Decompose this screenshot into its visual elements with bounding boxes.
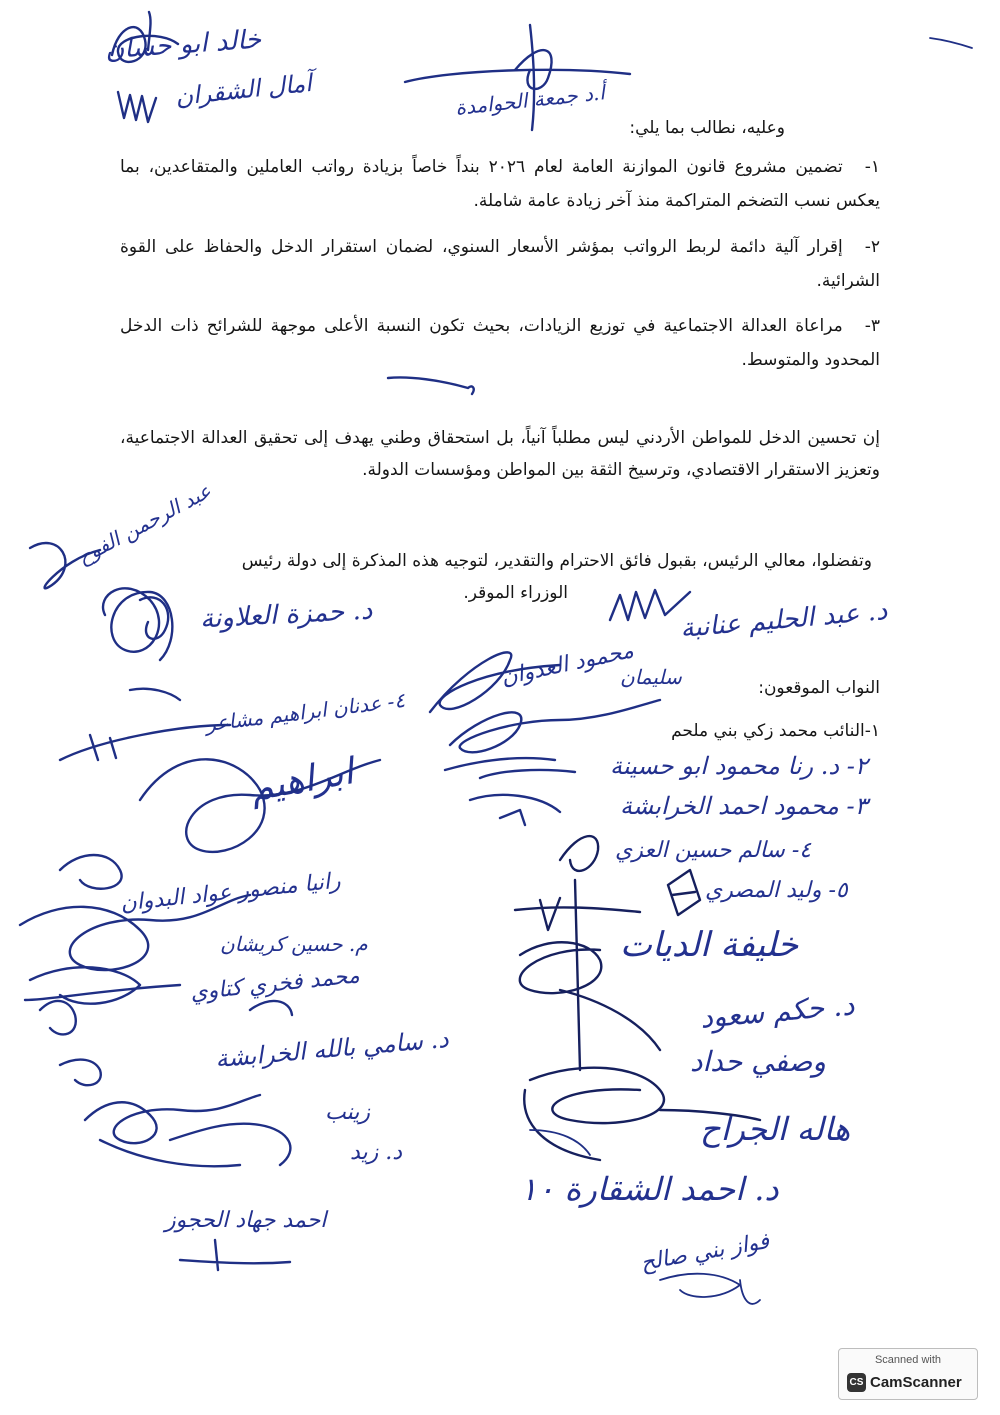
handwritten-name: د. حكم سعود [698, 988, 856, 1035]
handwritten-name: م. حسين كريشان [220, 932, 368, 956]
demand-number: ١- [864, 157, 880, 177]
handwritten-name: سليمان [620, 665, 682, 689]
demand-1 [120, 150, 880, 218]
handwritten-name: زينب [325, 1100, 370, 1125]
handwritten-name: هاله الجراح [700, 1110, 851, 1148]
intro-line: وعليه، نطالب بما يلي: [629, 118, 785, 138]
handwritten-name: خالد ابو حسان [104, 24, 263, 66]
handwritten-name: محمود العدوان [498, 638, 636, 691]
handwritten-name: احمد جهاد الحجوز [165, 1208, 327, 1233]
signature-divider-mark [388, 377, 474, 394]
handwritten-name: وصفي حداد [690, 1045, 826, 1078]
closing-paragraph: إن تحسين الدخل للمواطن الأردني ليس مطلباً آنياً، بل استحقاق وطني يهدف إلى تحقيق العدالة الاجتماعية، وتعزيز الاستقرار الاقتصادي، وترسيخ الثقة بين المواطن ومؤسسات الدولة. [120, 428, 880, 480]
handwritten-name: آمال الشقران [173, 68, 314, 112]
handwritten-name: ٢- د. رنا محمود ابو حسينة [610, 752, 868, 780]
demand-number: ٣- [864, 316, 880, 336]
signature-bottom-right [530, 1130, 760, 1304]
courtesy-line-2: الوزراء الموقر. [463, 583, 568, 603]
camscanner-logo-icon: CS [847, 1373, 866, 1392]
signature-corner-mark [930, 38, 972, 48]
handwritten-name: ٤- سالم حسين العزي [615, 838, 812, 863]
demand-text: إقرار آلية دائمة لربط الرواتب بمؤشر الأسعار السنوي، لضمان استقرار الدخل والحفاظ على القوة الشرائية. [120, 237, 880, 291]
handwritten-name: ٣- محمود احمد الخرابشة [620, 792, 868, 820]
demand-number: ٢- [864, 237, 880, 257]
handwritten-name: د. احمد الشقارة ١٠ [520, 1170, 779, 1208]
handwritten-name: د. حمزة العلاونة [199, 595, 374, 635]
handwritten-name: ابراهيم [247, 751, 357, 810]
signature-top-left [112, 12, 178, 122]
handwritten-name: خليفة الديات [620, 925, 799, 965]
demand-text: مراعاة العدالة الاجتماعية في توزيع الزيادات، بحيث تكون النسبة الأعلى موجهة للشرائح ذات الدخل المحدود والمتوسط. [120, 316, 880, 370]
handwritten-name: د. سامي بالله الخرابشة [214, 1024, 450, 1074]
handwritten-name: ٥- وليد المصري [705, 878, 848, 903]
handwritten-name: ٤- عدنان ابراهيم مشاعر [204, 687, 407, 737]
demand-3 [120, 309, 880, 377]
handwritten-name: د. زيد [350, 1140, 403, 1165]
demand-2 [120, 230, 880, 298]
handwritten-name: د. عبد الحليم عنانبة [679, 596, 889, 644]
signature-right-cluster-1 [430, 590, 690, 825]
courtesy-line-1: وتفضلوا، معالي الرئيس، بقبول فائق الاحترام والتقدير، لتوجيه هذه المذكرة إلى دولة رئيس [241, 551, 872, 571]
handwritten-name: فواز بني صالح [638, 1228, 772, 1277]
first-signatory: ١-النائب محمد زكي بني ملحم [671, 721, 880, 741]
signatories-label: النواب الموقعون: [758, 678, 880, 698]
demand-text: تضمين مشروع قانون الموازنة العامة لعام ٢٠٢٦ بنداً خاصاً بزيادة رواتب العاملين والمتقاعدين، بما يعكس نسب التضخم المتراكمة منذ آخر زيادة عامة شاملة. [120, 157, 880, 211]
scanner-brand: CamScanner [870, 1374, 962, 1391]
handwritten-name: محمد فخري كتاوي [189, 963, 361, 1006]
scanner-caption: Scanned with [874, 1354, 942, 1366]
handwritten-name: رانيا منصور عواد البدوان [119, 868, 342, 917]
handwritten-name: أ.د جمعة الحوامدة [454, 80, 606, 120]
handwritten-name: عبد الرحمن الفوح [73, 478, 216, 570]
camscanner-badge [838, 1348, 978, 1400]
